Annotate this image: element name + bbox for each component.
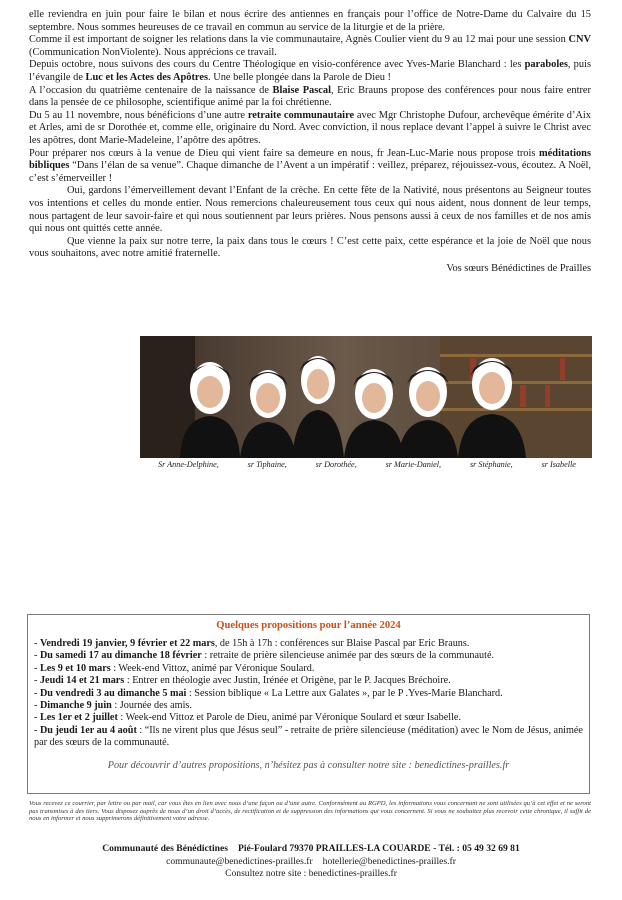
programme-title: Quelques propositions pour l’année 2024 — [216, 620, 401, 631]
paragraph: elle reviendra en juin pour faire le bilan et nous écrire des antiennes en français pour l’office de Notre-Dame du Calvaire du 15 septembre. Nous sommes heureuses de ce travail en commun au service de la liturgie et de la prière. — [29, 9, 591, 33]
paragraph: A l’occasion du quatrième centenaire de la naissance de Blaise Pascal, Eric Brauns propose des conférences pour nous faire entrer dans la pensée de ce philosophe, scientifique animé par la foi chrétienne. — [29, 84, 591, 109]
hotellerie-email-link[interactable]: hotellerie@benedictines-prailles.fr — [322, 855, 456, 867]
paragraph: Que vienne la paix sur notre terre, la paix dans tous le cœurs ! C’est cette paix, cette espérance et la joie de Noël que nous vous souhaitons, avec notre amitié fraternelle. — [29, 235, 591, 260]
programme-list — [34, 638, 583, 750]
programme-item: - Les 9 et 10 mars : Week-end Vittoz, animé par Véronique Soulard. — [34, 662, 315, 674]
caption-name: sr Marie-Daniel, — [385, 460, 442, 469]
caption-name: sr Dorothée, — [315, 460, 357, 469]
signature: Vos sœurs Bénédictines de Prailles — [446, 262, 591, 274]
letter-body — [29, 9, 591, 275]
caption-name: Sr Anne-Delphine, — [158, 460, 219, 469]
programme-item: - Dimanche 9 juin : Journée des amis. — [34, 700, 192, 712]
paragraph: Du 5 au 11 novembre, nous bénéficions d’une autre retraite communautaire avec Mgr Christophe Dufour, archevêque émérite d’Aix et Arles, ami de sr Dorothée et, comme elle, originaire du Nord. Avec conviction, il nous replace devant l’appel à suivre le Christ avec les apôtres, dont Marie-Madeleine, l’apôtre des apôtres. — [29, 109, 591, 146]
programme-item: - Du samedi 17 au dimanche 18 février : retraite de prière silencieuse animée par des sœurs de la communauté. — [34, 650, 495, 662]
programme-item: - Vendredi 19 janvier, 9 février et 22 mars, de 15h à 17h : conférences sur Blaise Pascal par Eric Brauns. — [34, 638, 470, 649]
caption-name: sr Stéphanie, — [469, 460, 513, 469]
footer-address-line — [0, 843, 622, 856]
paragraph: Depuis octobre, nous suivons des cours du Centre Théologique en visio-conférence avec Yves-Marie Blanchard : les paraboles, puis l’évangile de Luc et les Actes des Apôtres. Une belle plongée dans la Parole de Dieu ! — [29, 59, 591, 83]
org-name: Communauté des Bénédictines — [102, 843, 228, 854]
paragraph: Comme il est important de soigner les relations dans la vie communautaire, Agnès Coulier vient du 9 au 12 mai pour une session CNV (Communication NonViolente). Nous apprécions ce travail. — [29, 34, 591, 58]
programme-box — [27, 614, 590, 794]
caption-name: sr Isabelle — [541, 460, 576, 469]
caption-name: sr Tiphaine, — [247, 460, 287, 469]
programme-item: - Les 1er et 2 juillet : Week-end Vittoz et Parole de Dieu, animé par Véronique Soulard et sœur Isabelle. — [34, 712, 461, 724]
website-link[interactable]: Consultez notre site : benedictines-prailles.fr — [225, 868, 397, 880]
postal-address: Pié-Foulard 79370 PRAILLES-LA COUARDE - Tél. : 05 49 32 69 81 — [238, 843, 520, 854]
programme-note: Pour découvrir d’autres propositions, n’hésitez pas à consulter notre site : benedictines-prailles.fr — [107, 759, 510, 771]
community-photo — [140, 336, 592, 458]
paragraph: Pour préparer nos cœurs à la venue de Dieu qui vient faire sa demeure en nous, fr Jean-Luc-Marie nous propose trois méditations bibliques “Dans l’élan de sa venue”. Chaque dimanche de l’Avent a un impératif : veillez, préparez, réjouissez-vous, écoutez. A Noël, c’est s’émerveiller ! — [29, 147, 591, 184]
group-photo-image — [140, 336, 592, 458]
legal-notice: Vous recevez ce courrier, par lettre ou par mail, car vous êtes en lien avec nous d’une façon ou d’une autre. Conformément au RGPD, les informations vous concernant ne sont utilisées qu’à cet effet et ne seront pas transmises à des tiers. Vous disposez auprès de nous d’un droit d’accès, de rectification et de suppression des informations qui vous concernent. Si vous ne souhaitez plus recevoir cette chronique, il suffit de nous en informer et nous supprimerons définitivement votre adresse. — [29, 800, 591, 823]
paragraph: Oui, gardons l’émerveillement devant l’Enfant de la crèche. En cette fête de la Nativité, nous présentons au Seigneur toutes vos intentions et celles du monde entier. Nous remercions chaleureusement tous ceux qui nous aident, nous donnent de leur temps, nous partagent de leur savoir-faire et qui nous soutiennent par leurs prières. Nous pensons aussi à ceux de nos familles et de nos amis qui nous ont quittés cette année. — [29, 185, 591, 235]
programme-item: - Jeudi 14 et 21 mars : Entrer en théologie avec Justin, Irénée et Origène, par le P. Jacques Bréchoire. — [34, 675, 451, 687]
programme-item: - Du jeudi 1er au 4 août : “Ils ne virent plus que Jésus seul” - retraite de prière silencieuse (méditation) avec le Nom de Jésus, animée par des sœurs de la communauté. — [34, 724, 583, 749]
community-email-link[interactable]: communaute@benedictines-prailles.fr — [166, 855, 313, 867]
footer — [0, 843, 622, 881]
programme-item: - Du vendredi 3 au dimanche 5 mai : Session biblique « La Lettre aux Galates », par le P .Yves-Marie Blanchard. — [34, 687, 503, 699]
footer-emails — [0, 856, 622, 869]
photo-caption — [140, 460, 592, 469]
